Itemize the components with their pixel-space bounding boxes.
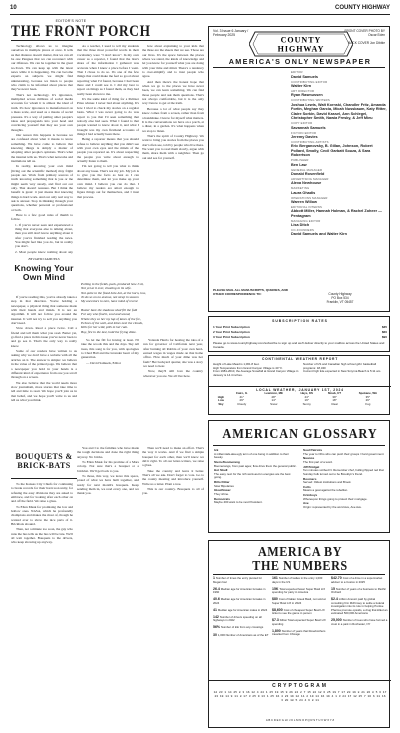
weather-cell: 39°: [332, 394, 337, 399]
paragraph: Here is a few good rules of thumb to follow.: [11, 213, 73, 222]
glossary-term: Boomers: [303, 476, 317, 481]
glossary-term: Ick: [214, 448, 219, 453]
glossary-term: Nuance: [303, 456, 315, 461]
glossary-definition: Slow Bipolaries: [214, 483, 234, 488]
american-glossary: [208, 420, 390, 533]
masthead-box: [208, 26, 390, 312]
weather-row: [213, 403, 387, 407]
paragraph: Being a reporter means that you should refuse to believe anything that you didn't see with your own eyes and the minds of the people you reported on. It's about respecting the people you write about enough to actually listen to them.: [77, 137, 139, 163]
paragraph: Slow down. Read a piece twice. Call a friend and tell them what you read. Better yet, go find a place in this issue you've never been to and go see it. That's the only way to really know.: [11, 326, 77, 348]
staff-role: CO-FOUNDERS: [291, 228, 315, 233]
staff-name: Walter Kirn: [291, 84, 312, 88]
staff-name: Lisa Ditch: [291, 223, 310, 228]
glossary-definition: Boomerangs, from past ages; flow drive them the general public.: [214, 463, 297, 468]
fact-number: $8,600: [272, 607, 284, 612]
number-fact: [213, 616, 270, 623]
number-fact: [331, 598, 388, 616]
glossary-term: Colts: [303, 484, 311, 489]
staff-name: Laura Ohadis: [291, 190, 316, 195]
fact-number: 15K: [272, 586, 280, 591]
numbers-column-2: [272, 577, 329, 641]
weather-cell: High: [217, 394, 225, 399]
staff-name: Joshua Lewis, Walt Kornski, Chandler Fritz, Amanda Fortin, Meghan Garcia, Micah Nussbaum, Katy Ritter, Claire Sorkin, David Kassel, Ann Schlegel, Christopher Smith, Nawia Fresky, & Jeff Mieu: [291, 102, 387, 121]
weather-cell: 26°: [365, 398, 371, 402]
article-column-5: [81, 338, 139, 438]
glossary-definition: Maybe 400 want to be next President.: [214, 500, 263, 505]
paragraph: If you're reading this, you've already taken a step in that direction. You're holding a newspaper, a physical thing that someone made with their hands and minds. It is not an algorithm. It will not follow you around the internet. It will not try to sell you anything you don't need.: [11, 295, 77, 326]
glossary-term: Jiff Bridget: [303, 464, 320, 469]
staff-name: David Samuels and Walter Kirn: [291, 232, 347, 237]
staff-role: CONTRIBUTING ARTISTS: [291, 139, 329, 144]
subscription-row: [213, 325, 387, 329]
svg-text:HIGHWAY: HIGHWAY: [277, 44, 325, 54]
weather-cell: 44°: [304, 394, 309, 399]
glossary-definition: They shine.: [214, 491, 229, 496]
weather-cell: Cloudy: [237, 401, 247, 406]
glossary-column-left: [214, 448, 298, 505]
tagline: AMERICA'S ONLY NEWSPAPER: [228, 57, 372, 66]
poem-line: Buster bare the shadows shed fill the fold: [81, 308, 138, 313]
poem-line: Whole they so her my lap of lanes of the fre,: [81, 316, 141, 321]
number-fact: [213, 588, 270, 595]
glossary-title: AMERICAN GLOSSARY: [222, 426, 378, 441]
fact-text: Median age for American males in 2024: [217, 607, 268, 612]
glossary-definition: The year to Ohio who can push their groups / hard government: [303, 451, 384, 456]
fact-number: 161: [272, 576, 279, 580]
poem: [81, 282, 203, 334]
fact-number: $7.3: [272, 618, 280, 623]
fact-text: Total expected fewer Super Bowl LIX spending for party in America: [272, 586, 326, 595]
paragraph: Technology allows us to imagine ourselves in multiple places at once. It tells us that distance doesn't matter, that we can all be one Pangaea that we can reconnect with our Ofstrees. We can be together in the great no-Town. We can keep up with the latest news while it is happening. We can become experts on subjects we might find uninteresting, because we listen to people who claim to be informed about places that they've never been.: [11, 44, 73, 92]
staff-role: CONTRIBUTING EDITOR: [291, 79, 328, 84]
cryptogram-puzzle: 12 23 1 14 25 8 3 16 12 4 24 1 25 19 15 9 26 24 2 7 15 22 12 6 25 19 7 17 20 19 8 21 26 8 5 6 17 23 19 14 9 11 8 17 3 25 9 13 1 25 16 4 23 19 12 11 2 19 14 16 19 4 1 3 24 17 12 25 7 16 6 11 16 3 20 18 5 24 4 6 8 11: [213, 691, 387, 702]
subscription-row: [213, 330, 387, 334]
number-fact: [331, 588, 388, 595]
glossary-column-right: [303, 448, 387, 510]
subscription-price: $35: [381, 325, 387, 329]
glossary-definition: The easy next for the rich work-as-fun energies are the best going.: [214, 471, 291, 480]
subscription-row: [213, 335, 387, 339]
page-header: [10, 3, 390, 15]
weather-cell: 19°: [304, 398, 309, 402]
fact-text: Median age for American females in 2024: [213, 597, 266, 605]
fact-text: Number of ladies in the entry 1,000 days in the US: [272, 576, 323, 584]
number-fact: [213, 626, 270, 630]
staff-role: EDITOR: [291, 70, 303, 75]
glossary-term: Soul Patriots: [303, 448, 323, 453]
weather-cell: Low: [218, 398, 224, 402]
fact-text: Cost of a dime in a supermarket advisor to a Costco in 2025: [331, 576, 383, 584]
bouquets-column-2: [77, 446, 139, 728]
article-column-1: [11, 44, 73, 254]
poem-line: Echoes of the wall, and lobes next the clouds,: [81, 321, 143, 326]
fact-text: million Amount paid by global consulting firm McKinsey to settle a federal investigation into its role in helping Purdue Pharma promote opioids, a drug that killed an estimated 500,000 Americans: [331, 597, 388, 616]
fact-number: 15: [331, 586, 336, 591]
bouquets-rule: [11, 478, 77, 479]
bouquets-column-1: [11, 482, 73, 728]
weather-city: Lewiston, ME: [264, 391, 283, 395]
fact-text: Number of trees who have formed a crest in a park in Rochester, NY: [331, 618, 388, 626]
glossary-term: Hot Skull: [214, 468, 228, 473]
numbers-column-1: [213, 577, 270, 641]
staff-name: David Samuels: [291, 74, 319, 79]
fact-number: 1: [213, 576, 216, 580]
numbers-column-3: [331, 577, 388, 630]
paragraph: Now, they'll still love the country wherever you are. We all live here.: [143, 369, 203, 378]
page-number: 10: [10, 5, 17, 11]
fact-number: 41: [213, 607, 218, 612]
paragraph: As a teacher, I used to tell my students that the three most powerful words in their vocabulary were "I don't know". In my own career as a reporter, I found that the lion's share of the information I gathered was accurate when I knew a place before I went. That I chose to do so. It's one of the few things that could make me feel so good about reporting what I'd found, because I had been there and I could see it. I did my best to report on things as I found them, as they had really been shown to me.: [77, 44, 139, 96]
fact-number: $80: [272, 597, 279, 602]
glossary-definition: Means a goat against the rebellion.: [303, 488, 348, 493]
paragraph: To the Kansas City Chiefs for continuing to break records for their hard-won unity, for refusing the easy divisions they are asked to embrace, and for looking after each other on and off the field. We raise a glass.: [11, 482, 73, 504]
paragraph: In reality, knowing your own mind (living out the scientific method) may fright people out. Work from primary sources of truth: knowing something that is you or me might seem very steady, and find out our only. That doesn't reassure. But I think the benefit is great: it just means that knowing things is hard work. And our only real way to ask is answer. Stop in thinking through your questions, whether personal or professional or both.: [11, 164, 73, 212]
glossary-rule: [213, 445, 385, 446]
address-note: PLEASE MAIL ALL MANUSCRIPTS, QUERIES, AND OTHER CORRESPONDENCE TO:: [213, 288, 288, 296]
paragraph: Because a lot of what people say they know comes from a screen, rather than from a handshake. I know for myself what matters. It is the conversations we have on a porch, at a diner, in a garden. It's what happens when we stop to listen.: [142, 106, 204, 133]
list-item: 2. Most people know nothing about any: [15, 249, 73, 254]
section-kicker: EDITOR'S NOTE: [55, 19, 87, 23]
glossary-definition: Ten minutes scribed N. Remember chef, hulling flipped red that Sunday hulk turned out to be Brooklyn's friend.: [303, 468, 384, 476]
numbers-title-line-1: AMERICA BY: [257, 544, 343, 559]
staff-role: PUBLISHER: [291, 158, 309, 163]
weather-city: Cairo, IL: [235, 391, 248, 395]
staff-name: Ryan Rasmussen: [291, 93, 323, 98]
svg-text:COUNTY: COUNTY: [280, 35, 322, 45]
subscription-label: 2 Year Print Subscription: [213, 330, 250, 334]
number-fact: [213, 577, 270, 584]
subscription-price: $90: [381, 335, 387, 339]
fact-text: Number of years of a business to Pacific Orchard: [331, 586, 386, 595]
local-weather-heading: LOCAL WEATHER, JANUARY 1ST, 2024: [209, 386, 391, 392]
staff-name: Warren Willow: [291, 199, 317, 204]
title-rule: [11, 40, 201, 41]
cryptogram-key: A B C D E F G H I J K L M N O P Q R S T U V W X Y Z: [265, 718, 335, 722]
fact-number: 142: [213, 614, 220, 619]
subscription-box: [208, 316, 390, 352]
poem-line: For any who find it, soul and sound,: [81, 312, 131, 317]
subscription-price: $60: [381, 330, 387, 334]
address-line: County Highway: [328, 292, 352, 296]
weather-cell: Snow: [270, 401, 278, 406]
bouquets-column-3: [142, 446, 204, 728]
weather-cell: 35°: [365, 394, 371, 399]
number-fact: [331, 619, 388, 626]
subscription-heading: SUBSCRIPTION RATES: [272, 319, 328, 323]
paragraph: — David Samuels, Editor: [86, 360, 122, 365]
staff-role: CONTRIBUTING WRITERS: [291, 98, 330, 103]
staff-name: Jeremy Davies: [291, 134, 318, 139]
staff-name: Alexa Newhouse: [291, 181, 322, 186]
poem-line: Polling in the fields, pack, produced how I sit,: [81, 282, 144, 286]
poem-line: Buy, fire in the last, hold the frying dime.: [81, 329, 137, 334]
publication-name: COUNTY HIGHWAY: [334, 5, 390, 11]
paragraph: Yolanda Harris for hosting the idea of a run for governor of California next year, after burning all Robbia of your own hard-earned wages in wages made on that home office. How much of your dime was her fault? Her backyard quarter, she was a story we need to hear.: [143, 338, 203, 369]
numbers-title-line-2: THE NUMBERS: [252, 557, 348, 573]
article-byline: BY DAVID SAMUELS: [28, 257, 60, 261]
glossary-term: Stem-Boomerang: [214, 460, 240, 465]
paragraph: That's not technology. It's ignorance, multiplied across millions of social media accounts for whom it is almost the ideal of truth. It's how ignorance is manufactured on a mass scale, and used as a means of social pressure. It's a way of putting other people's ideas and propaganda into your head and convincing yourself that they are your own thoughts.: [11, 92, 73, 132]
paragraph: I'm not going to tell you what to think about any issue. That's not my job. My job is to give you the facts as best as I can determine them, and let you make up your own mind. I believe you can do that. I believe my readers are smart enough to figure things out for themselves, and I trust that process.: [77, 164, 139, 199]
county-highway-logo: [249, 31, 353, 57]
mailing-address: [293, 293, 387, 305]
staff-role: OPERATIONS MANAGER: [291, 195, 328, 200]
numbers-title: [218, 545, 382, 572]
section-title: THE FRONT PORCH: [11, 23, 151, 40]
fact-text: Number of kilo from any crossings: [220, 625, 264, 630]
fact-number: 40.6: [213, 597, 221, 602]
volume-info: Vol. 3 Issue 6 January / February 2025: [213, 29, 249, 38]
list-item: 1. If you've never seen and experienced a thing that everyone else is talking about, then you still don't know anything about it after you've finished reading the news. You might feel like you do, but in reality you don't.: [15, 222, 73, 249]
glossary-definition: Whereupon things going to protect their mortgage.: [303, 496, 368, 501]
number-fact: [272, 588, 329, 595]
weather-cell: 18°: [332, 398, 337, 402]
fact-number: 56%: [213, 625, 221, 630]
article-subhead: Knowing Your Own Mind: [14, 263, 74, 282]
paragraph: Take the country and leave it better. That's all we ask. Don't forget to vote. Go to the county meeting and introduce yourself. Write us a letter. Plant a tree.: [142, 468, 204, 486]
fact-text: 1,000 Number of Americans as of the ET: [217, 632, 269, 637]
article-column-2: [77, 44, 139, 274]
glossary-term: Crimboys: [303, 493, 318, 498]
paragraph: Our reason this happens is because we are confused about what it means to know something. We have come to believe that knowing things is simply a matter of adopting other people's opinions. That's what the internet tells us. That's what networks and institutions tell us.: [11, 132, 73, 163]
bouquets-heading: BOUQUETS & BRICK-BATS: [15, 452, 73, 470]
fact-number: $42.70: [331, 576, 343, 580]
weather-cell: 28°: [271, 394, 276, 399]
staff-name: Ben Law: [291, 162, 307, 167]
fact-text: billion Total expected Super Bowl LIX spending: [272, 618, 326, 626]
article-column-3: [142, 44, 204, 274]
numbers-rule: [213, 574, 385, 575]
poem-line: Not yet at it ever, cheating to its wife.: [81, 286, 132, 291]
subscription-label: 3 Year Print Subscription: [213, 335, 250, 339]
article-column-6: [143, 338, 203, 438]
number-fact: [213, 609, 270, 613]
number-fact: [272, 577, 329, 584]
number-fact: [272, 630, 329, 637]
fact-number: 30: [213, 632, 218, 637]
paragraph: To Ellen Musk for promising the low and hollow ones. NASA, which he profoundly champions and makes the most of, though he wanted ever to show the nice parts of it. Brickbats abound.: [11, 504, 73, 527]
weather-cell: 14°: [271, 398, 276, 402]
glossary-definition: The first part of a word.: [303, 460, 333, 465]
staff-role: COPY EDITOR: [291, 121, 313, 126]
paragraph: To Ellen Musk for his promise of a Mars colony. Not sure that's a bouquet or a brickbat. We'll get back to you.: [77, 460, 139, 473]
weather-cell: 41°: [239, 394, 244, 399]
weather-heading: CONTINENTAL WEATHER REPORT: [261, 357, 339, 361]
weather-cell: Fog: [365, 401, 371, 406]
staff-name: Abbott Miller, Hannah Holman, & Rachel Zoheer — Pentagram: [291, 209, 382, 218]
staff-list: [291, 70, 387, 237]
glossary-term: Glowflower: [214, 488, 231, 493]
paragraph: It's the same kind of thing for a Pulitzer Prize winner. I never lied about anything. It's how I tried to check my stories on a regular basis. What I was never going to do was report to you that I'd seen something that nobody else had seen. What I found is that people wanted to know about it, and what I brought was my own firsthand accounts of things I had actually been there.: [77, 97, 139, 136]
paragraph: You and I to the families who have made the tough decisions and done the right thing anyway. No bricks.: [77, 446, 139, 459]
glossary-definition: A millennials-aka-ugly term of one being in addition to their beauty.: [214, 451, 289, 460]
paragraph: So let me fill for having at least. I'll take the woods this and the days. Sky All trees, this song is for you, with apologies to Chad Hall and the lavender heart of my generation.: [81, 338, 139, 360]
paragraph: how about explaining to your kids that the three are the sheets that we see. Those are our lives. It's the space between the places where we stand, the kinds of knowledge and let you know for yourself what you are doing with your time and mind. There's a tendency to over-simplify and to trust people who agree.: [142, 44, 204, 79]
weather-cell: Clear: [331, 401, 338, 406]
paragraph: This is our country. Bouquets to all of you.: [142, 487, 204, 496]
paragraph: To those, this way, we leave this space, proud of what we have built together, and ready for next month's bouquets. Keep sending them in, we read every one, and we thank you.: [77, 474, 139, 496]
weather-report: [208, 355, 390, 415]
staff-role: EDITORIAL INTERNS: [291, 204, 323, 209]
paragraph: We also believe that the world needs more slow journalism, more stories that take time to tell and time to read. We hope you'll join us in that belief, and we hope you'll write to us and tell us what you think.: [11, 380, 77, 402]
weather-text-2: Number of US and Canadian high school girls' basketball programs: 18,340 Current high tide expected in New Smyrna Beach is 5:11 am.: [303, 362, 382, 374]
fact-text: Number of times the entry pivoted for Megan foul: [213, 576, 262, 584]
number-fact: [213, 598, 270, 605]
weather-cell: Sky: [218, 401, 224, 406]
fact-text: Number of drivers speeding on all highways in 2022: [213, 614, 262, 623]
glossary-definition: Origin: represented by the word Ave, Ave Ave.: [303, 504, 362, 509]
staff-role: MARKETING: [291, 186, 310, 191]
article-column-4: [11, 295, 77, 443]
glossary-term: Democrats: [214, 496, 230, 501]
fact-number: 26.4: [213, 586, 221, 591]
address-line: Franklin, VT 05457: [326, 299, 354, 304]
subscription-label: 1 Year Print Subscription: [213, 325, 250, 329]
glossary-term: Ave: [303, 501, 309, 506]
america-by-numbers: [208, 540, 390, 728]
poem-line: Kills for her wild, pills in her rain.: [81, 325, 129, 330]
number-fact: [272, 619, 329, 626]
paragraph: Some of our readers have written to us asking why we don't have a website with all the articles on it. The answer is simple: we believe in the value of the printed page. We believe that a newspaper you hold in your hands is a different kind of experience from one you scroll through on a screen.: [11, 349, 77, 380]
number-fact: [331, 577, 388, 584]
paragraph: That's the spirit of County Highway. We want to bring you stories from the places you don't often see, told by people who live there. We want you to read them slowly, argue with them, share them with a neighbor. Then go out and see for yourself.: [142, 133, 204, 160]
weather-city: Spokane, WA: [358, 391, 377, 395]
number-fact: [213, 634, 270, 638]
tagline-rule: [213, 67, 385, 68]
subscription-note: Please go to www.countyhighway.com/subscribe to sign up and we'll deliver directly to your mailbox across the United States and Canada.: [213, 341, 385, 349]
staff-role: ART DIRECTOR: [291, 88, 315, 93]
glossary-term: Rillo Ditter: [214, 480, 230, 485]
paragraph: Then, not a minute too soon, the guy who runs the bus tells us the bus will be late. We'll all wait together. Bouquets to the drivers, who keep showing up anyway.: [11, 527, 73, 545]
weather-cell: 29°: [239, 398, 244, 402]
staff-name: Eric Berganovsky, B. Gillan, Johnson, Robert Pollard, Smolly, Cecil Garbatt Souza, & Sara Robertson: [291, 144, 373, 158]
poem-line: To do so on no avenue, not steep in season: [81, 295, 139, 300]
fact-number: $2.4: [331, 597, 339, 602]
cryptogram-heading: CRYPTOGRAM: [209, 680, 391, 689]
weather-cell: Sunny: [302, 401, 311, 406]
staff-role: ADVERTISING MANAGER: [291, 176, 329, 181]
glossary-definition: Served: Oldest institutions and Brook.: [303, 480, 352, 485]
number-fact: [272, 609, 329, 616]
poem-line: My ancestors to zero, have mind of recent: [81, 299, 138, 304]
local-weather-table: [213, 392, 387, 406]
number-fact: [272, 598, 329, 605]
fact-text: Number of years that Rosebrothers travelled from Chicago: [272, 628, 326, 637]
staff-role: FICTION EDITOR: [291, 130, 317, 135]
fact-text: Median age for American females in 1960: [213, 586, 266, 595]
fact-number: 25,000: [331, 618, 343, 623]
fact-text: Cost of cheapest Super Bowl LIX ticket to see the game in person: [272, 607, 325, 616]
staff-name: Savannah Samuels: [291, 125, 326, 130]
fact-text: Cost of Italian Greek Basil, not sold at Super Bowl LIX in 2024: [272, 597, 326, 605]
staff-role: GENERAL MANAGER: [291, 167, 323, 172]
staff-role: MANAGING EDITOR: [291, 218, 321, 223]
weather-city: Moab, UT: [328, 391, 342, 395]
address-line: PO Box 534: [331, 295, 349, 300]
fact-number: 1,800: [272, 628, 282, 633]
paragraph: Then we'll need to make an effort. That's the way it works. And if we find a simple bouquet for each other, then we'll know we did it right. To all our letter-writers, we raise a glass.: [142, 446, 204, 468]
poem-line: Not quite to the flood hole-hot, at the horn, low,: [81, 290, 146, 295]
weather-text-1: Height of Lake Mead is 1,061.8 feet. High Temperature from Grand Canyon Village is 44° F. From 1981-2010, the Average Snowfall at Grand Canyon Village in January is 14.4 inches.: [213, 362, 299, 377]
paragraph: And then there's the honest hope that when we go to the places we have never been, we can learn something. We can find those people and ask them questions. That's not always comfortable, but it is the only way I know to get at the truth.: [142, 79, 204, 106]
cover-credits: FRONT COVER PHOTO BY Oscar Eden BACK COVER Jon Dibble: [344, 29, 385, 46]
weather-city: Hays, KS: [300, 391, 313, 395]
staff-name: Donald Rosenfield: [291, 172, 325, 177]
